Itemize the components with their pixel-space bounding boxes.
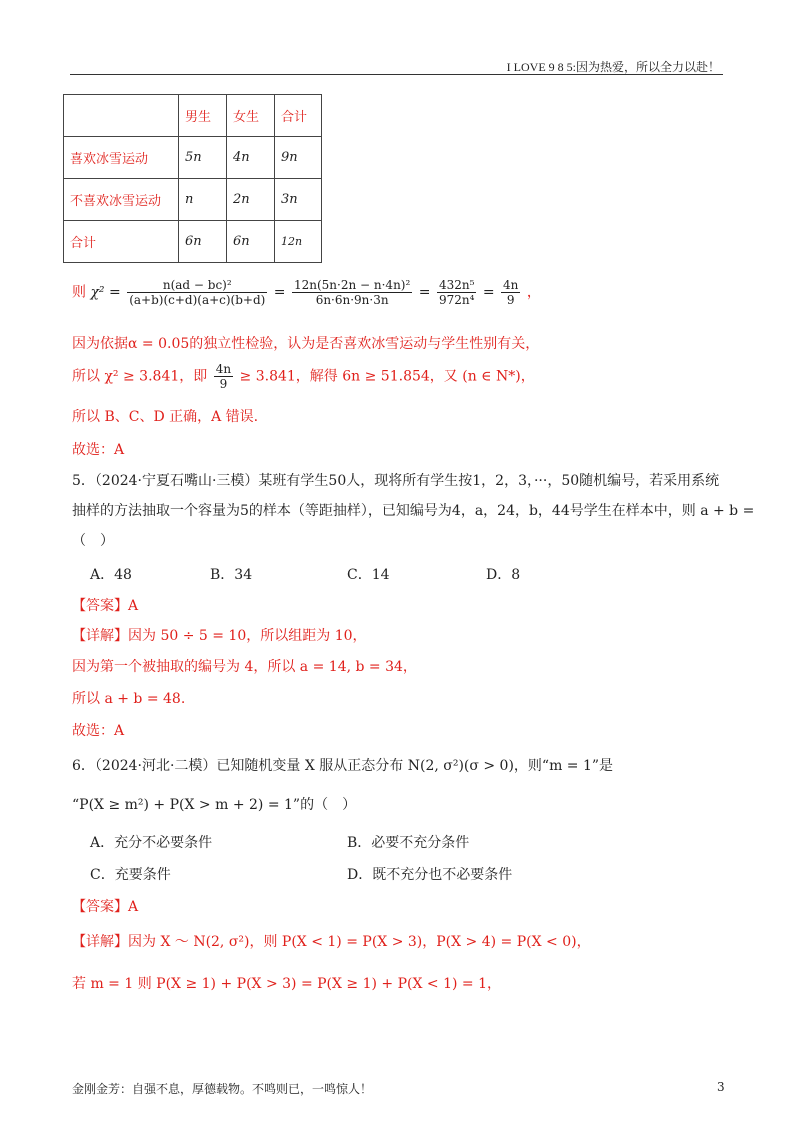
q5-stem-line: 5．（2024·宁夏石嘴山·三模）某班有学生50人，现将所有学生按1，2，3，···，50随机编号，若采用系统: [72, 473, 720, 489]
footer-motto: 金刚金芳：自强不息，厚德载物。不鸣则已，一鸣惊人！: [72, 1082, 373, 1096]
q5-detail: 【详解】因为 50 ÷ 5 = 10，所以组距为 10，: [72, 628, 367, 644]
table-cell: n: [179, 179, 227, 221]
table-row: [64, 221, 322, 263]
header-rule: [70, 74, 723, 75]
q5-option-b: B．34: [210, 567, 253, 583]
q5-answer: 【答案】A: [72, 598, 139, 614]
page-header: I LOVE 9 8 5:因为热爱，所以全力以赴！: [506, 60, 720, 74]
table-cell: 9n: [275, 137, 322, 179]
table-row-label: 喜欢冰雪运动: [64, 137, 179, 179]
q5-choice: 故选：A: [72, 723, 125, 739]
q5-stem-line: 抽样的方法抽取一个容量为5的样本（等距抽样），已知编号为4，a，24，b，44号学生在样本中，则 a + b =: [72, 503, 755, 519]
q5-option-d: D．8: [486, 567, 521, 583]
table-header-male: 男生: [179, 95, 227, 137]
q5-option-c: C．14: [347, 567, 390, 583]
table-cell: [64, 95, 179, 137]
solution-line: 因为依据α = 0.05的独立性检验，认为是否喜欢冰雪运动与学生性别有关，: [72, 336, 540, 352]
table-cell: 2n: [227, 179, 275, 221]
page-number: 3: [717, 1080, 725, 1094]
table-header-total: 合计: [275, 95, 322, 137]
q6-option-a: A．充分不必要条件: [90, 835, 213, 851]
q6-option-b: B．必要不充分条件: [347, 835, 470, 851]
solution-choice: 故选：A: [72, 442, 125, 458]
q6-stem-line: 6．（2024·河北·二模）已知随机变量 X 服从正态分布 N(2, σ²)(σ > 0)，则“m = 1”是: [72, 758, 614, 774]
q6-detail: 【详解】因为 X ～ N(2, σ²)，则 P(X < 1) = P(X > 3)，P(X > 4) = P(X < 0)，: [72, 934, 591, 950]
q6-answer: 【答案】A: [72, 899, 139, 915]
table-row: [64, 179, 322, 221]
table-cell: 5n: [179, 137, 227, 179]
table-cell: 4n: [227, 137, 275, 179]
table-cell: 6n: [227, 221, 275, 263]
table-cell: 12n: [275, 221, 322, 263]
table-header-row: [64, 95, 322, 137]
q6-option-d: D．既不充分也不必要条件: [347, 867, 513, 883]
q5-detail: 因为第一个被抽取的编号为 4，所以 a = 14, b = 34，: [72, 659, 417, 675]
table-header-female: 女生: [227, 95, 275, 137]
table-cell: 3n: [275, 179, 322, 221]
q5-detail: 所以 a + b = 48.: [72, 691, 186, 707]
q6-stem-line: “P(X ≥ m²) + P(X > m + 2) = 1”的（ ）: [72, 797, 357, 813]
solution-line: 所以 B、C、D 正确，A 错误.: [72, 409, 259, 425]
q6-option-c: C．充要条件: [90, 867, 171, 883]
q5-stem-line: （ ）: [72, 533, 114, 549]
solution-line: 所以 χ² ≥ 3.841，即 $\frac{4n}{9}$ ≥ 3.841，解得 6n ≥ 51.854，又 (n ∈ N*)，: [72, 362, 535, 391]
chi-square-formula: 则 χ² = $\frac{\text{n(ad − bc)²}}{(a+b)(c+d)(a+c)(b+d)}$ = $\frac{\text{12n(5n·2n − n·4n)²}}{6n\cdot 6n\cdot 9n\cdot 3n}$ = $\frac{\text{432n⁵}}{\text{972n⁴}}$ = $\frac{4n}{9}$ ，: [72, 278, 541, 307]
contingency-table: [63, 94, 322, 263]
q5-option-a: A．48: [90, 567, 132, 583]
table-cell: 6n: [179, 221, 227, 263]
table-row-label: 合计: [64, 221, 179, 263]
q6-detail: 若 m = 1 则 P(X ≥ 1) + P(X > 3) = P(X ≥ 1) + P(X < 1) = 1，: [72, 976, 501, 992]
table-row: [64, 137, 322, 179]
table-row-label: 不喜欢冰雪运动: [64, 179, 179, 221]
